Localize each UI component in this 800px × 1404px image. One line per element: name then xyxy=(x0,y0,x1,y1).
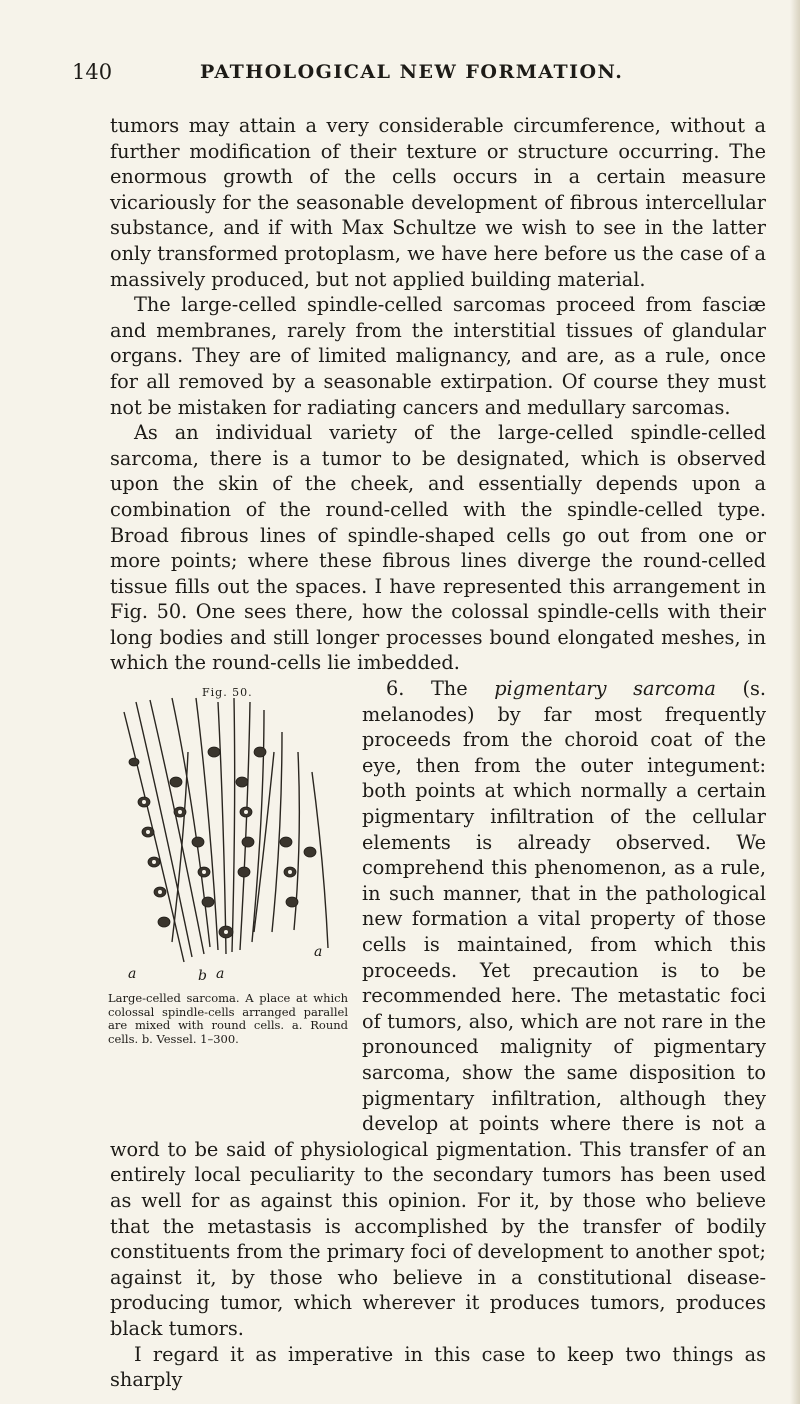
paragraph-5: I regard it as imperative in this case to keep two things as sharply xyxy=(110,1342,766,1392)
paragraph-2: The large-celled spindle-celled sarcomas proceed from fasciæ and membranes, rarely from the interstitial tissues of glandular organs. They are of limited malignancy, and are, as a rule, once for all removed by a seasonable extirpation. Of course they must not be mistaken for radiating cancers and medullary sarcomas. xyxy=(110,293,766,419)
paragraph-4-prefix: 6. The xyxy=(386,677,468,701)
figure-50 xyxy=(108,680,348,1118)
running-head: PATHOLOGICAL NEW FORMATION. xyxy=(200,61,624,83)
paragraph-3-text: As an individual variety of the large-celled spindle-celled sarcoma, there is a tumor to be designated, which is observed upon the skin of the cheek, and essentially depends upon a combination of the round-celled with the spindle-celled type. Broad fibrous lines of spindle-shaped cells go out from one or more points; where these fibrous lines diverge the round-celled tissue fills out the spaces. I have represented this arrangement in Fig. 50. One sees there, how the colossal spindle-cells with their long bodies and still longer processes bound elongated meshes, in which the round-cells lie imbedded. xyxy=(110,421,766,675)
figure-letter-a1: a xyxy=(128,966,137,983)
body-text xyxy=(110,113,766,1393)
paragraph-3 xyxy=(110,420,766,676)
figure-letter-a3: a xyxy=(314,944,323,961)
page-edge xyxy=(790,0,800,1404)
figure-label: Fig. 50. xyxy=(202,686,253,700)
page-header xyxy=(72,60,772,90)
figure-caption: Large-celled sarcoma. A place at which colossal spindle-cells arranged parallel are mixed with round cells. a. Round cells. b. Vessel. 1–300. xyxy=(108,991,348,1046)
figure-letter-a2: a xyxy=(216,966,225,983)
paragraph-1: tumors may attain a very considerable circumference, without a further modification of their texture or structure occurring. The enormous growth of the cells occurs in a certain measure vicariously for the seasonable development of fibrous intercellular substance, and if with Max Schultze we wish to see in the latter only transformed protoplasm, we have here before us the case of a massively produced, but not applied building material. xyxy=(110,114,766,291)
pigmentary-sarcoma-term: pigmentary sarcoma xyxy=(494,677,716,701)
paragraph-4-text: (s. melanodes) by far most frequently proceeds from the choroid coat of the eye, then from the outer integument: both points at which normally a certain pigmentary infiltration of the cellular elements is already observed. We comprehend this phenomenon, as a rule, in such manner, that in the pathological new formation a vital property of those cells is maintained, from which this proceeds. Yet precaution is to be recommended here. The metastatic foci of tumors, also, which are not rare in the pronounced malignity of pigmentary sarcoma, show the same disposition to pigmentary infiltration, although they develop at points where there is not a word to be said of physiological pigmentation. This transfer of an entirely local peculiarity to the secondary tumors has been used as well for as against this opinion. For it, by those who believe that the metastasis is accomplished by the transfer of bodily constituents from the primary foci of development to another spot; against it, by those who believe in a constitutional disease-producing tumor, which wherever it produces tumors, produces black tumors. xyxy=(110,677,766,1340)
sarcoma-illustration xyxy=(114,692,340,982)
page-number: 140 xyxy=(72,60,113,84)
figure-letter-b: b xyxy=(198,968,207,983)
